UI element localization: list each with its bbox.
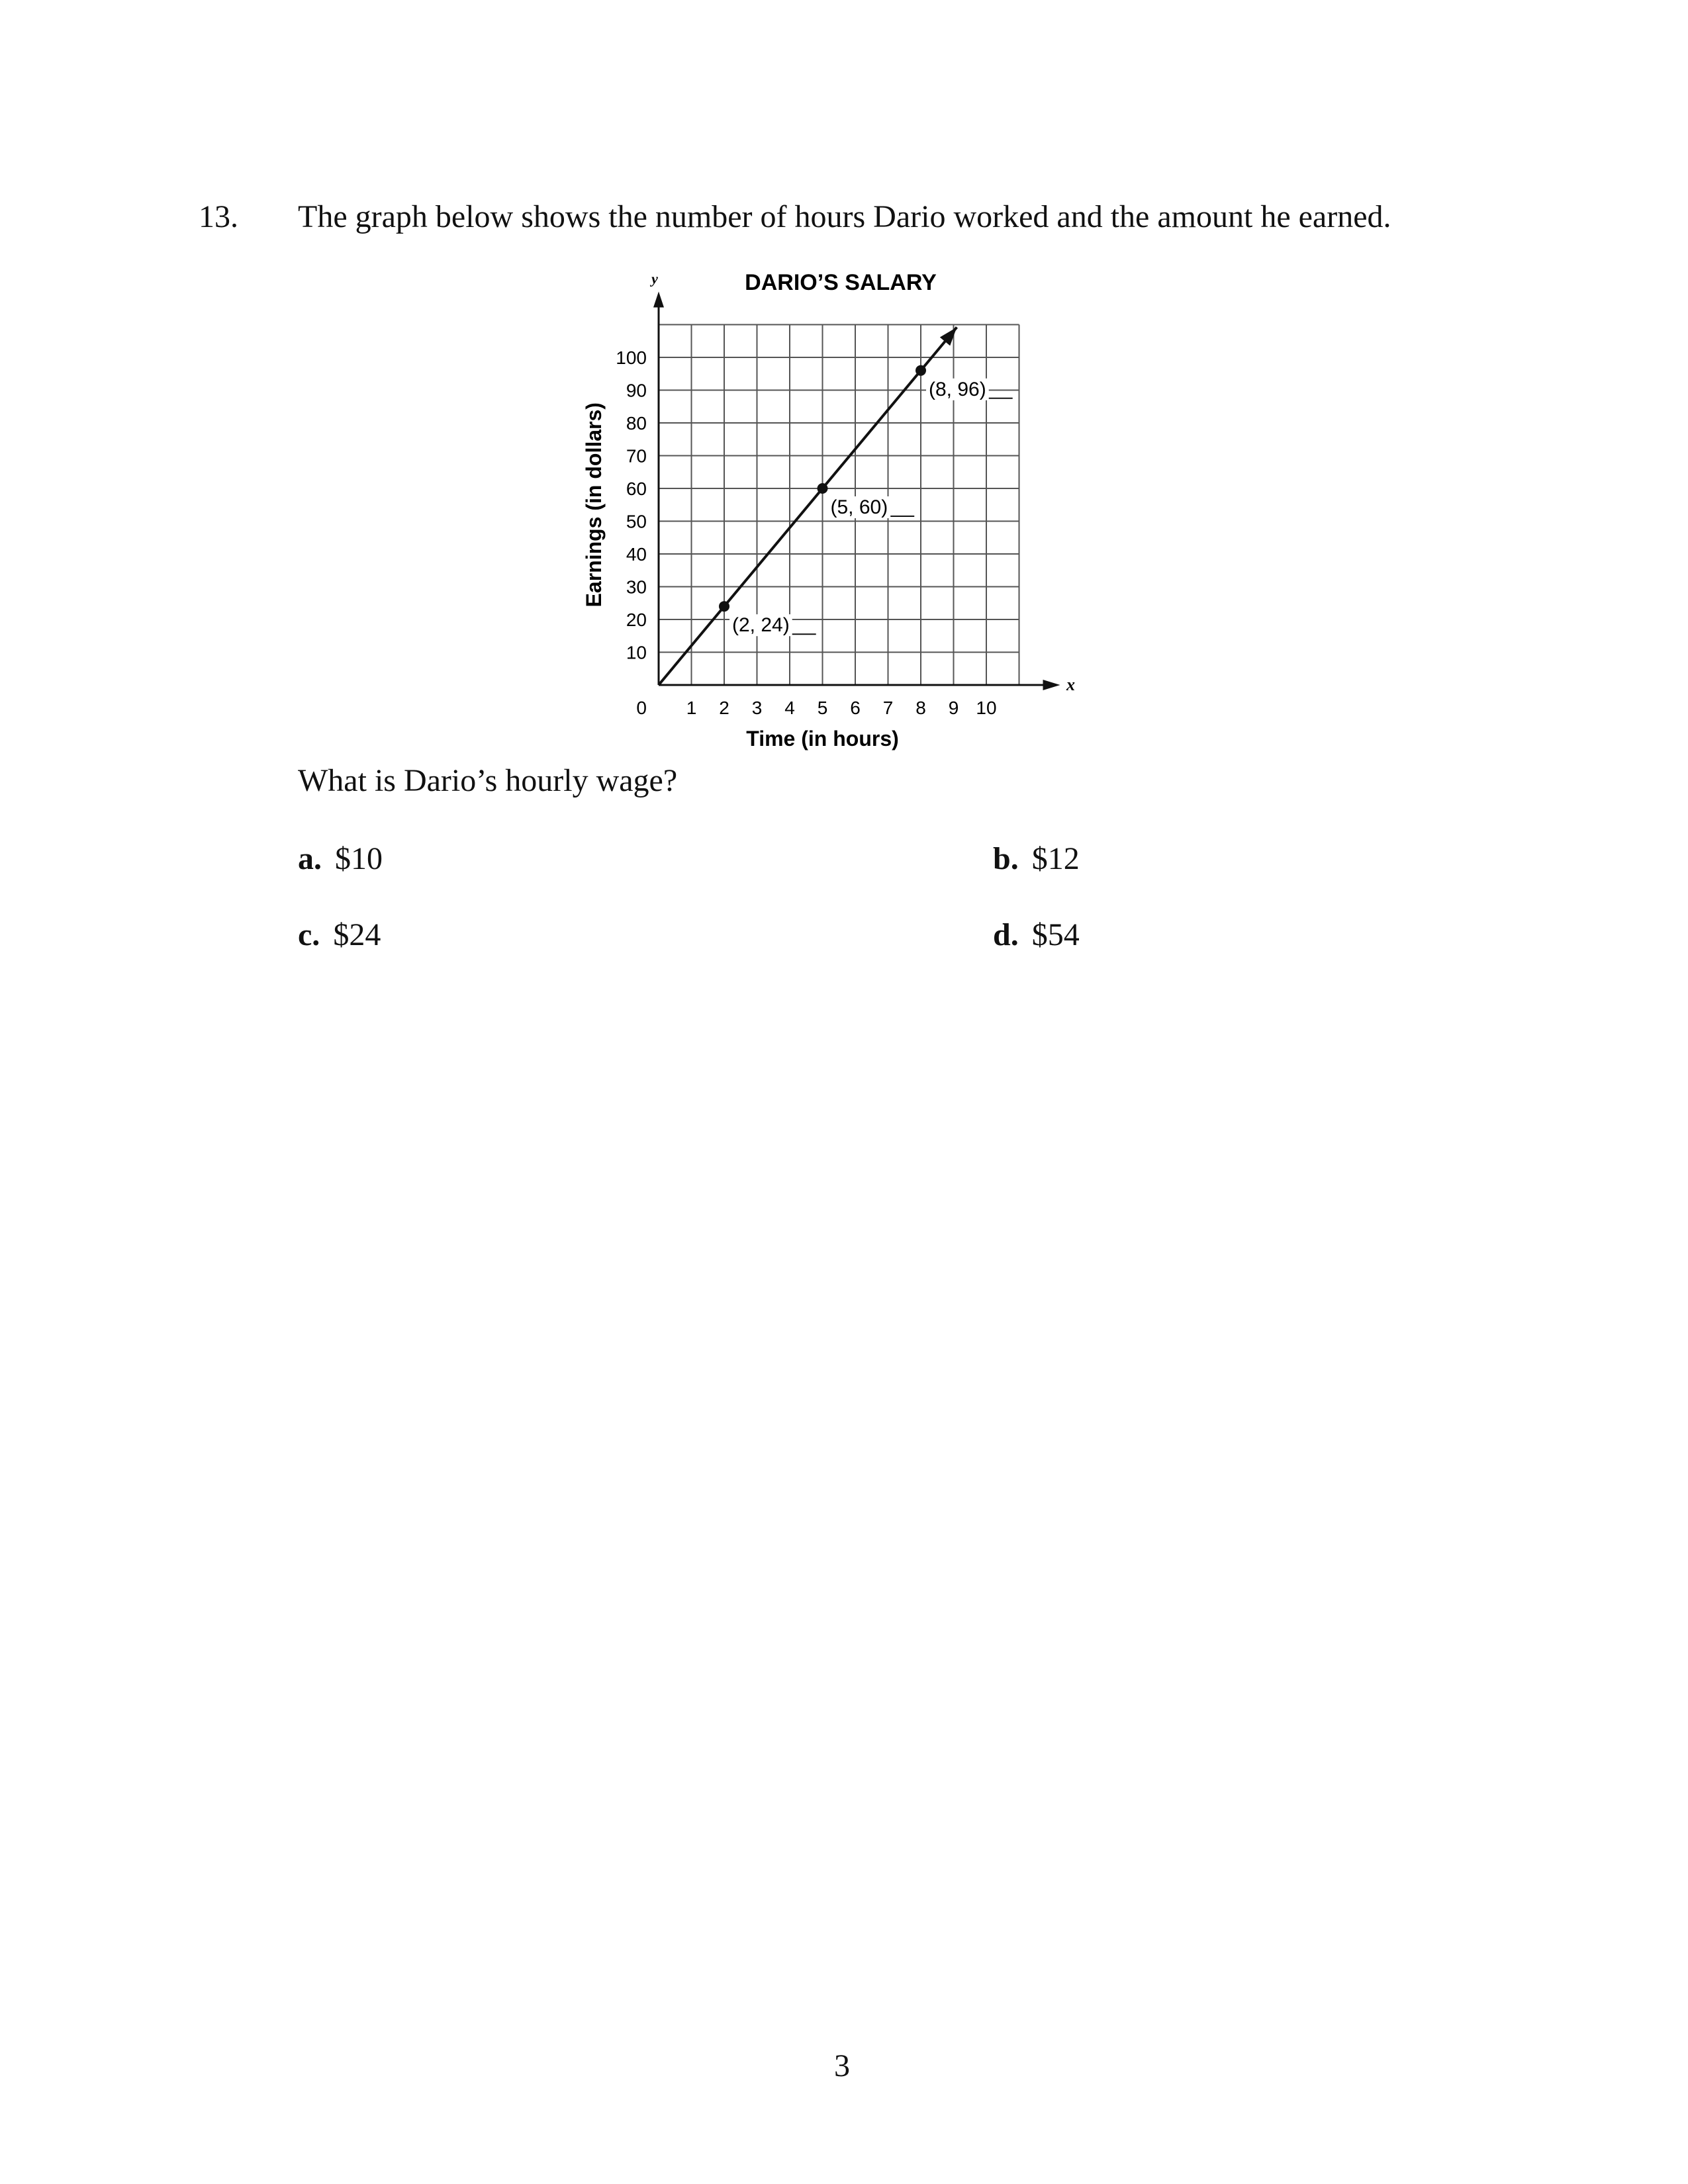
y-tick-label: 70 (626, 445, 647, 467)
question-text: The graph below shows the number of hours Dario worked and the amount he earned. (298, 199, 1391, 234)
darios-salary-chart (569, 251, 1099, 754)
page-number: 3 (834, 2048, 850, 2083)
y-tick-label: 60 (626, 478, 647, 499)
y-tick-label: 50 (626, 511, 647, 532)
x-tick-label: 7 (882, 698, 894, 718)
choice-b[interactable] (993, 839, 1080, 879)
question-prompt: What is Dario’s hourly wage? (298, 763, 678, 798)
x-axis-arrow-icon (1043, 680, 1060, 690)
choice-a[interactable] (298, 839, 383, 879)
choice-b-text: $12 (1031, 841, 1080, 876)
data-point-label: (2, 24) (732, 614, 790, 637)
x-tick-label: 1 (686, 698, 697, 718)
y-tick-label: 90 (626, 380, 647, 401)
y-tick-label: 30 (626, 576, 647, 598)
choice-a-letter: a. (298, 841, 322, 876)
x-axis-label: Time (in hours) (746, 727, 899, 751)
series-line (659, 327, 957, 685)
chart-title: DARIO’S SALARY (745, 270, 937, 295)
choice-d[interactable] (993, 915, 1080, 955)
y-tick-label: 100 (616, 347, 647, 368)
data-point-label: (5, 60) (830, 496, 888, 518)
y-tick-label: 80 (626, 413, 647, 433)
y-axis-label: Earnings (in dollars) (582, 402, 606, 608)
x-tick-label: 5 (817, 698, 828, 718)
question-number: 13. (199, 199, 238, 234)
x-tick-label: 2 (719, 698, 729, 718)
data-point (915, 365, 926, 376)
x-axis-symbol: x (1066, 675, 1075, 694)
data-point (719, 601, 729, 612)
x-tick-label: 4 (784, 698, 795, 718)
y-tick-label: 10 (626, 642, 647, 663)
data-point-label: (8, 96) (929, 378, 986, 400)
x-tick-label: 10 (976, 698, 997, 718)
x-tick-label: 9 (948, 698, 959, 718)
data-point (818, 483, 828, 494)
y-axis-arrow-icon (653, 292, 664, 308)
y-tick-label: 40 (626, 544, 647, 565)
choice-c-text: $24 (333, 917, 381, 952)
choice-d-text: $54 (1031, 917, 1080, 952)
y-axis-symbol: y (651, 270, 658, 287)
choice-c-letter: c. (298, 917, 320, 952)
x-tick-label: 3 (751, 698, 763, 718)
x-tick-label: 8 (915, 698, 926, 718)
x-tick-label: 6 (850, 698, 861, 718)
choice-a-text: $10 (335, 841, 383, 876)
origin-label: 0 (636, 698, 647, 718)
choice-b-letter: b. (993, 841, 1019, 876)
choice-c[interactable] (298, 915, 381, 955)
choice-d-letter: d. (993, 917, 1019, 952)
y-tick-label: 20 (626, 610, 647, 630)
